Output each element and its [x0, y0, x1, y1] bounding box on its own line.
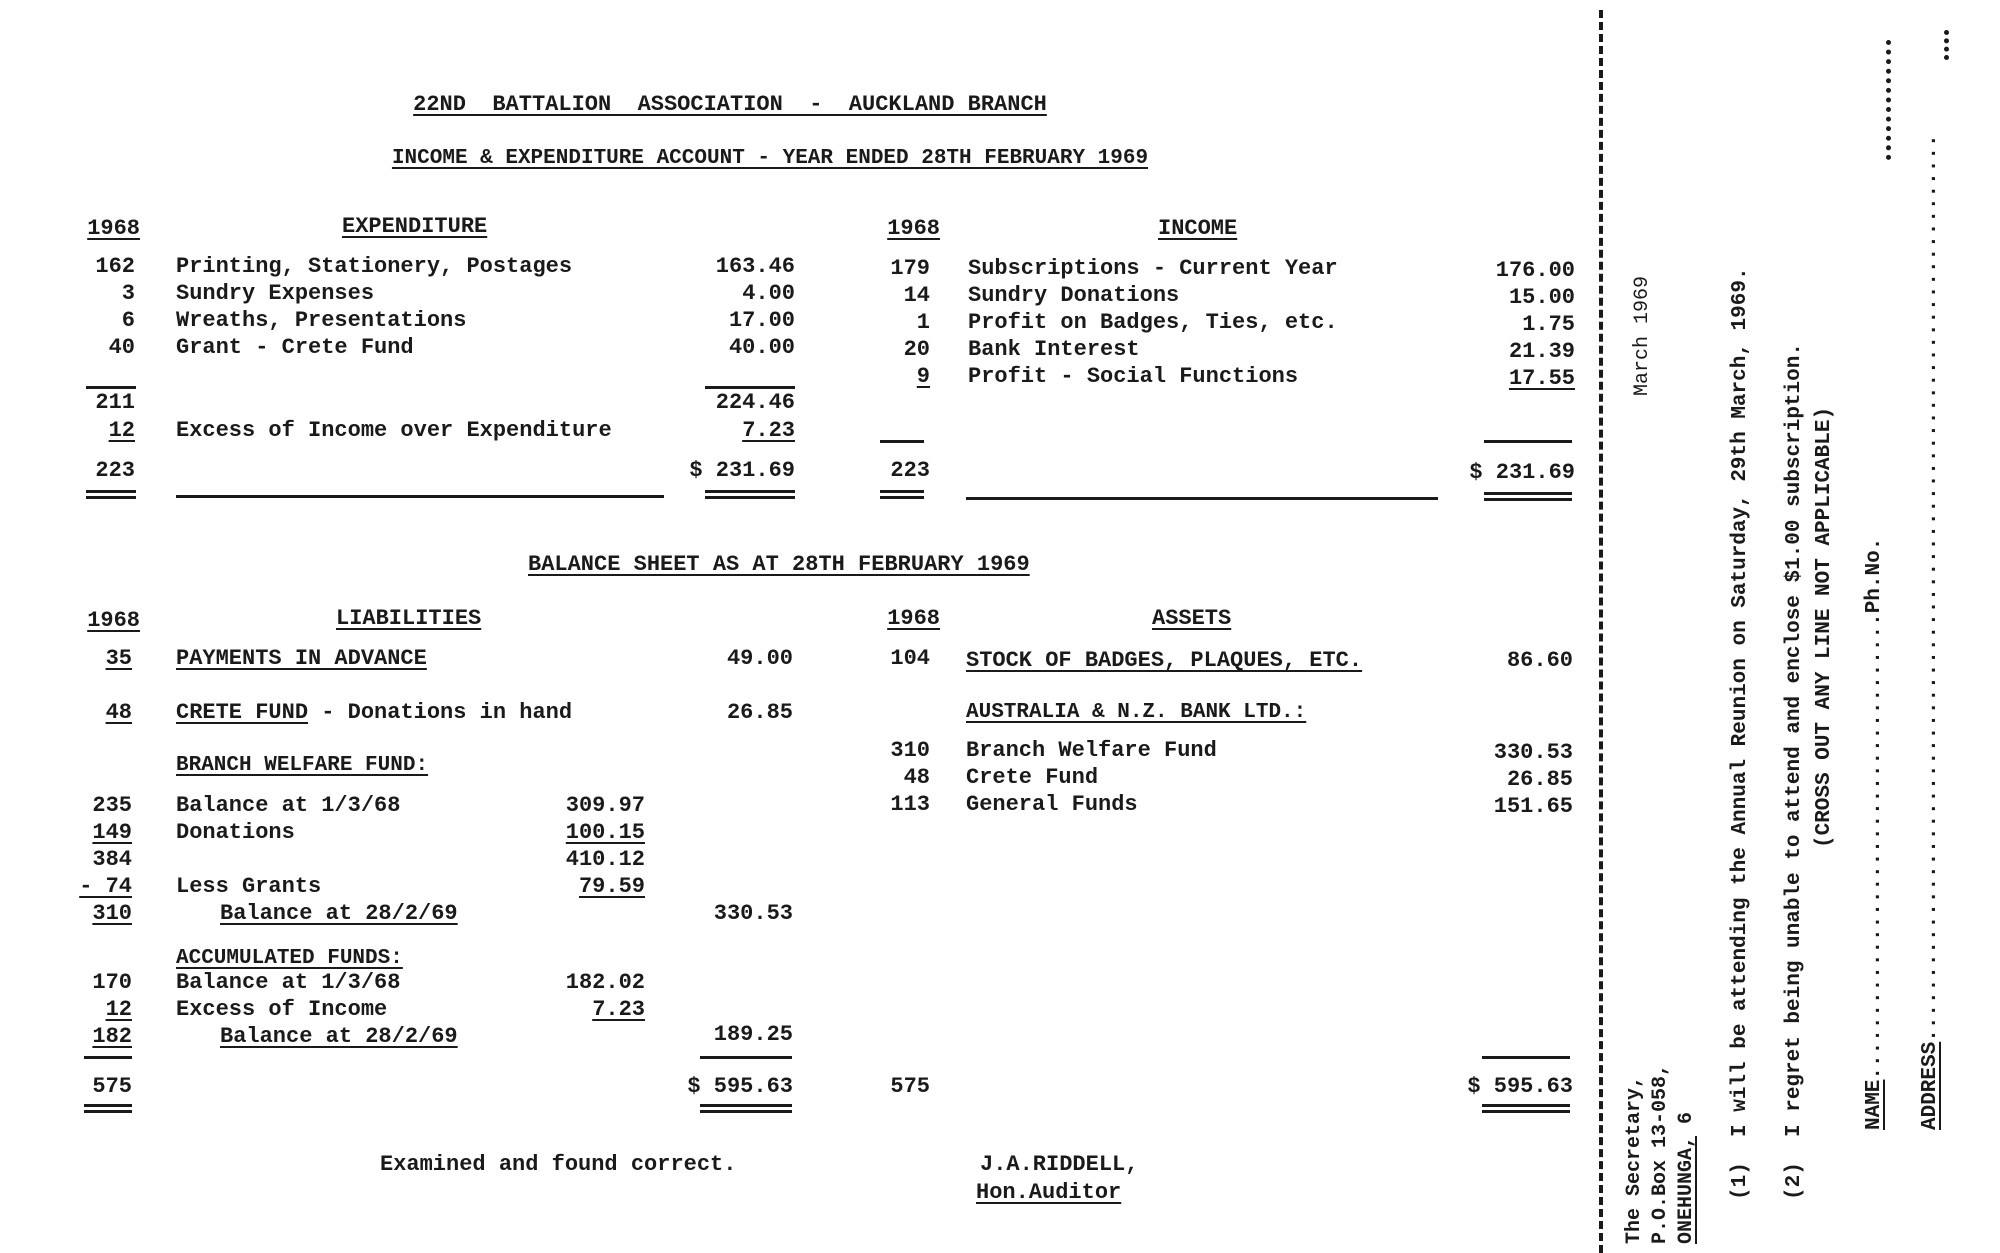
bank-amount: 26.85 [1506, 767, 1573, 792]
inc-amount: 21.39 [1508, 339, 1575, 364]
double-rule [700, 1104, 792, 1113]
exp-label: Printing, Stationery, Postages [176, 254, 573, 279]
tear-line [1599, 10, 1603, 1253]
assets-heading: ASSETS [1152, 606, 1232, 631]
decline-option[interactable]: (2) I regret being unable to attend and enclose $1.00 subscription. [1783, 343, 1806, 1200]
accumulated-heading: ACCUMULATED FUNDS: [176, 947, 403, 970]
secretary-line-3 [1674, 1112, 1700, 1244]
bank-prior: 48 [903, 765, 930, 790]
acc-bal-prior: 182 [92, 1024, 132, 1049]
organisation-title: 22ND BATTALION ASSOCIATION - AUCKLAND BRANCH [413, 92, 1047, 117]
secretary-line-1: The Secretary, [1623, 1075, 1646, 1244]
prior-year-label: 1968 [87, 216, 140, 241]
rule [700, 1056, 792, 1059]
bank-amount: 330.53 [1493, 740, 1573, 765]
auditor-title: Hon.Auditor [976, 1180, 1122, 1205]
bank-amount: 151.65 [1493, 794, 1573, 819]
acc-bal-label: Balance at 28/2/69 [220, 1024, 458, 1049]
stock-label: STOCK OF BADGES, PLAQUES, ETC. [966, 648, 1363, 673]
inc-label: Subscriptions - Current Year [968, 256, 1338, 281]
exp-amount: 40.00 [728, 335, 795, 360]
name-dots: ..................................... [1863, 613, 1886, 1080]
welfare-bal-amount: 330.53 [713, 901, 793, 926]
exp-label: Sundry Expenses [176, 281, 375, 306]
phone-label: Ph.No. [1863, 537, 1886, 614]
attend-option[interactable]: (1) I will be attending the Annual Reunion on Saturday, 29th March, 1969. [1729, 267, 1752, 1200]
excess-label: Excess of Income over Expenditure [176, 418, 612, 443]
exp-total-prior: 223 [95, 458, 135, 483]
name-line[interactable] [1862, 538, 1888, 1130]
stock-prior: 104 [890, 646, 930, 671]
acc-label: Balance at 1/3/68 [176, 970, 401, 995]
double-rule [86, 490, 136, 499]
excess-amount: 7.23 [742, 418, 795, 443]
name-label: NAME [1863, 1079, 1886, 1130]
welfare-sub: 100.15 [565, 820, 645, 845]
welfare-label: Balance at 1/3/68 [176, 793, 401, 818]
exp-total: $ 231.69 [689, 458, 795, 483]
inc-label: Bank Interest [968, 337, 1140, 362]
exp-prior: 162 [95, 254, 135, 279]
inc-label: Profit - Social Functions [968, 364, 1299, 389]
welfare-prior: 384 [92, 847, 132, 872]
welfare-sub: 79.59 [578, 874, 645, 899]
crete-fund-label: CRETE FUND [176, 700, 309, 725]
inc-prior: 1 [916, 310, 930, 335]
payments-amount: 49.00 [726, 646, 793, 671]
bank-label: Branch Welfare Fund [966, 738, 1217, 763]
excess-prior: 12 [108, 418, 135, 443]
exp-prior: 40 [108, 335, 135, 360]
rule [705, 386, 795, 389]
secretary-line-2: P.O.Box 13-058, [1649, 1063, 1672, 1244]
exp-prior: 3 [121, 281, 135, 306]
welfare-sub: 309.97 [565, 793, 645, 818]
inc-label: Sundry Donations [968, 283, 1180, 308]
welfare-prior: - 74 [79, 874, 132, 899]
exp-subtotal: 224.46 [715, 390, 795, 415]
inc-total: $ 231.69 [1469, 460, 1575, 485]
welfare-heading: BRANCH WELFARE FUND: [176, 754, 429, 777]
exp-prior: 6 [121, 308, 135, 333]
welfare-prior: 149 [92, 820, 132, 845]
welfare-bal-prior: 310 [92, 901, 132, 926]
crete-amount: 26.85 [726, 700, 793, 725]
inc-total-prior: 223 [890, 458, 930, 483]
examined-note: Examined and found correct. [380, 1152, 737, 1177]
double-rule [880, 490, 924, 499]
crete-label [176, 700, 572, 726]
rule [176, 495, 664, 498]
double-rule [84, 1104, 132, 1113]
liab-total: $ 595.63 [687, 1074, 793, 1099]
inc-amount: 176.00 [1495, 258, 1575, 283]
inc-amount: 17.55 [1508, 366, 1575, 391]
bank-label: Crete Fund [966, 765, 1099, 790]
prior-year-label: 1968 [887, 606, 940, 631]
welfare-label: Donations [176, 820, 295, 845]
bank-prior: 310 [890, 738, 930, 763]
acc-prior: 12 [105, 997, 132, 1022]
welfare-sub: 410.12 [565, 847, 645, 872]
rule [86, 386, 136, 389]
expenditure-heading: EXPENDITURE [342, 214, 488, 239]
payments-prior: 35 [105, 646, 132, 671]
exp-amount: 4.00 [742, 281, 795, 306]
rule [84, 1056, 132, 1059]
inc-prior: 20 [903, 337, 930, 362]
rule [1482, 1056, 1570, 1059]
inc-prior: 179 [890, 256, 930, 281]
phone-dots [1886, 40, 1891, 160]
acc-prior: 170 [92, 970, 132, 995]
liabilities-heading: LIABILITIES [336, 606, 482, 631]
double-rule [1482, 1104, 1570, 1113]
cross-out-note: (CROSS OUT ANY LINE NOT APPLICABLE) [1813, 406, 1836, 848]
liab-total-prior: 575 [92, 1074, 132, 1099]
inc-label: Profit on Badges, Ties, etc. [968, 310, 1338, 335]
crete-fund-desc: - Donations in hand [308, 700, 573, 725]
acc-sub: 7.23 [592, 997, 645, 1022]
address-line[interactable] [1918, 134, 1944, 1130]
secretary-town: ONEHUNGA, [1675, 1135, 1698, 1244]
exp-amount: 17.00 [728, 308, 795, 333]
bank-prior: 113 [890, 792, 930, 817]
stock-amount: 86.60 [1506, 648, 1573, 673]
rule [966, 497, 1438, 500]
inc-amount: 15.00 [1508, 285, 1575, 310]
welfare-prior: 235 [92, 793, 132, 818]
address-label: ADDRESS [1919, 1041, 1942, 1130]
address-dots-end [1944, 30, 1949, 60]
welfare-bal-label: Balance at 28/2/69 [220, 901, 458, 926]
bank-label: General Funds [966, 792, 1138, 817]
rule [880, 440, 924, 443]
double-rule [1484, 492, 1572, 501]
account-title: INCOME & EXPENDITURE ACCOUNT - YEAR ENDED 28TH FEBRUARY 1969 [391, 147, 1149, 170]
inc-prior: 14 [903, 283, 930, 308]
slip-date: March 1969 [1631, 275, 1654, 396]
prior-year-label: 1968 [887, 216, 940, 241]
inc-prior: 9 [916, 364, 930, 389]
auditor-name: J.A.RIDDELL, [980, 1152, 1139, 1177]
double-rule [705, 490, 795, 499]
prior-year-label: 1968 [87, 608, 140, 633]
income-heading: INCOME [1158, 216, 1238, 241]
secretary-postcode: 6 [1675, 1111, 1698, 1136]
exp-label: Wreaths, Presentations [176, 308, 467, 333]
acc-sub: 182.02 [565, 970, 645, 995]
asset-total: $ 595.63 [1467, 1074, 1573, 1099]
address-dots: ........................................................................ [1919, 134, 1942, 1042]
exp-subtotal-prior: 211 [95, 390, 135, 415]
welfare-label: Less Grants [176, 874, 322, 899]
balance-sheet-title: BALANCE SHEET AS AT 28TH FEBRUARY 1969 [528, 552, 1030, 577]
exp-label: Grant - Crete Fund [176, 335, 414, 360]
crete-prior: 48 [105, 700, 132, 725]
rule [1484, 440, 1572, 443]
inc-amount: 1.75 [1522, 312, 1575, 337]
acc-bal-amount: 189.25 [713, 1022, 793, 1047]
exp-amount: 163.46 [715, 254, 795, 279]
asset-total-prior: 575 [890, 1074, 930, 1099]
bank-heading: AUSTRALIA & N.Z. BANK LTD.: [966, 701, 1307, 724]
acc-label: Excess of Income [176, 997, 388, 1022]
payments-label: PAYMENTS IN ADVANCE [176, 646, 427, 671]
